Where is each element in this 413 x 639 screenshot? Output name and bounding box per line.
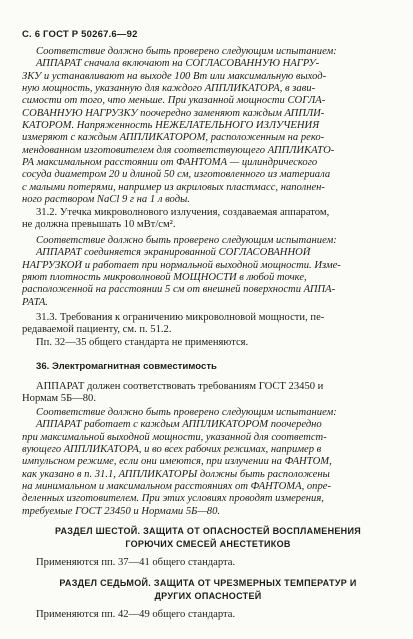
section-title-line: ДРУГИХ ОПАСНОСТЕЙ	[154, 591, 262, 601]
text-line: с малыми потерями, например из акриловых пластмасс, наполнен-	[22, 181, 325, 193]
text-line: СОВАННУЮ НАГРУЗКУ поочередно заменяют каждым АППЛИ-	[22, 107, 325, 119]
text-line: Пп. 32—35 общего стандарта не применяются.	[36, 337, 249, 348]
text-line: вующего АППЛИКАТОРА, и во всех рабочих режимах, например в	[22, 444, 322, 456]
clause-32-35	[22, 337, 394, 349]
section-7-heading	[22, 577, 394, 603]
section-title-line: РАЗДЕЛ СЕДЬМОЙ. ЗАЩИТА ОТ ЧРЕЗМЕРНЫХ ТЕМПЕРАТУР И	[59, 578, 357, 588]
clause-31-2	[22, 207, 394, 232]
text-line: расположенной на расстоянии 5 см от внешней поверхности АППА-	[22, 284, 336, 296]
text-line: 31.2. Утечка микроволнового излучения, создаваемая аппаратом,	[36, 207, 330, 218]
text-line: при максимальной выходной мощности, указанной для соответст-	[22, 431, 327, 443]
test-paragraph-1	[22, 46, 394, 206]
section-36-heading	[22, 361, 394, 373]
text-line: АППАРАТ соединяется экранированной СОГЛАСОВАННОЙ	[36, 247, 311, 259]
section-6-text	[22, 557, 394, 569]
text-line: деленных изготовителем. При этих условиях проводят измерения,	[22, 493, 324, 505]
text-line: как указано в п. 31.1, АППЛИКАТОРЫ должны быть расположены	[22, 468, 330, 480]
text-line: АППАРАТ сначала включают на СОГЛАСОВАННУЮ НАГРУ-	[36, 58, 320, 70]
text-line: КАТОРОМ. Напряженность НЕЖЕЛАТЕЛЬНОГО ИЗЛУЧЕНИЯ	[22, 120, 320, 132]
text-line: Применяются пп. 37—41 общего стандарта.	[36, 557, 236, 568]
text-line: сосуда диаметром 20 и длиной 50 см, изготовленного из материала	[22, 169, 331, 181]
text-line: РАТА.	[22, 296, 48, 308]
section-7-text	[22, 609, 394, 621]
test-paragraph-2	[22, 235, 394, 309]
section-title: 36. Электромагнитная совместимость	[36, 361, 217, 372]
text-line: ряют плотность микроволновой МОЩНОСТИ в любой точке,	[22, 272, 307, 284]
text-line: ЗКУ и устанавливают на выходе 100 Вт или максимальную выход-	[22, 70, 327, 82]
text-line: АППАРАТ должен соответствовать требованиям ГОСТ 23450 и	[36, 381, 324, 392]
text-line: мендованном изготовителем для соответствующего АППЛИКАТО-	[22, 144, 335, 156]
text-line: РА максимальном расстоянии от ФАНТОМА — цилиндрического	[22, 157, 318, 169]
section-title-line: ГОРЮЧИХ СМЕСЕЙ АНЕСТЕТИКОВ	[125, 539, 291, 549]
section-6-heading	[22, 525, 394, 551]
text-line: НАГРУЗКОЙ и работает при нормальной выходной мощности. Изме-	[22, 259, 341, 271]
page-header: С. 6 ГОСТ Р 50267.6—92	[22, 29, 138, 40]
text-line: измеряют с каждым АППЛИКАТОРОМ, расположенным на реко-	[22, 132, 325, 144]
text-line: Соответствие должно быть проверено следующим испытанием:	[36, 46, 337, 57]
text-line: АППАРАТ работает с каждым АППЛИКАТОРОМ поочередно	[36, 419, 322, 431]
text-line: требуемые ГОСТ 23450 и Нормами 5Б—80.	[22, 505, 221, 517]
text-line: на минимальном и максимальном расстояниях от ФАНТОМА, опре-	[22, 481, 331, 493]
clause-31-3	[22, 312, 394, 337]
text-line: ную мощность, указанную для каждого АППЛИКАТОРА, в зави-	[22, 83, 316, 95]
section-36-text	[22, 381, 394, 406]
test-paragraph-3	[22, 407, 394, 518]
text-line: ного раствором NaCl 9 г на 1 л воды.	[22, 194, 190, 206]
text-line: Соответствие должно быть проверено следующим испытанием:	[36, 235, 337, 246]
text-line: не должна превышать 10 мВт/см².	[22, 219, 176, 231]
text-line: Соответствие должно быть проверено следующим испытанием:	[36, 407, 337, 418]
text-line: редаваемой пациенту, см. п. 51.2.	[22, 324, 172, 336]
text-line: Применяются пп. 42—49 общего стандарта.	[36, 609, 236, 620]
text-line: симости от того, что меньше. При указанной мощности СОГЛА-	[22, 95, 326, 107]
text-line: Нормам 5Б—80.	[22, 393, 96, 405]
text-line: импульсном режиме, если они имеются, при излучении на ФАНТОМ,	[22, 456, 332, 468]
text-line: 31.3. Требования к ограничению микроволновой мощности, пе-	[36, 312, 325, 323]
section-title-line: РАЗДЕЛ ШЕСТОЙ. ЗАЩИТА ОТ ОПАСНОСТЕЙ ВОСПЛАМЕНЕНИЯ	[54, 526, 362, 536]
